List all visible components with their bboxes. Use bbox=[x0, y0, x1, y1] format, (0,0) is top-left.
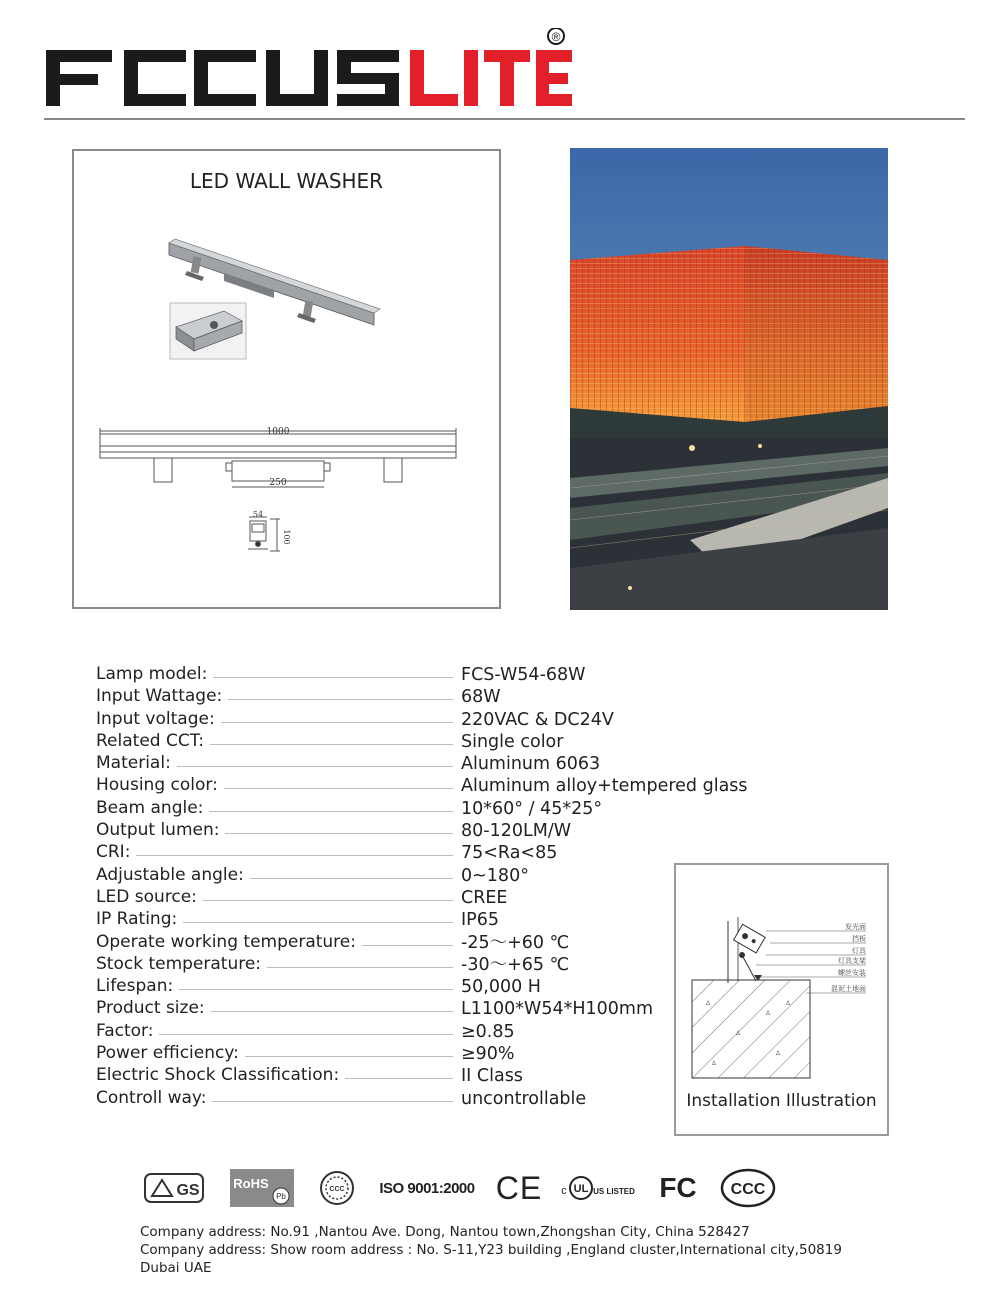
gs-logo bbox=[143, 1165, 205, 1211]
svg-text:CCC: CCC bbox=[329, 1186, 345, 1193]
svg-text:Δ: Δ bbox=[766, 1010, 771, 1017]
application-photo bbox=[570, 148, 888, 610]
note-screw: 螺丝安装 bbox=[838, 969, 866, 977]
company-address bbox=[140, 1223, 880, 1277]
svg-text:RoHS: RoHS bbox=[233, 1176, 269, 1191]
svg-text:Δ: Δ bbox=[712, 1060, 717, 1067]
spec-value: -25～+60 ℃ bbox=[461, 932, 570, 953]
end-view bbox=[248, 517, 280, 551]
spec-value: 10*60° / 45*25° bbox=[461, 798, 603, 819]
spec-label: Controll way: bbox=[96, 1087, 212, 1109]
note-bracket: 灯具支架 bbox=[838, 957, 866, 965]
spec-value: ≥0.85 bbox=[461, 1021, 515, 1042]
svg-text:c: c bbox=[561, 1185, 567, 1197]
lamp-end-detail bbox=[170, 303, 246, 359]
installation-panel bbox=[674, 863, 889, 1136]
spec-leader-line bbox=[96, 855, 453, 856]
product-drawing bbox=[74, 151, 499, 607]
svg-text:US LISTED: US LISTED bbox=[593, 1187, 635, 1196]
spec-row bbox=[96, 663, 796, 685]
installation-caption: Installation Illustration bbox=[686, 1091, 877, 1111]
spec-label: Operate working temperature: bbox=[96, 931, 362, 953]
spec-value: 0~180° bbox=[461, 865, 529, 886]
svg-text:GS: GS bbox=[176, 1182, 200, 1199]
certification-logos bbox=[143, 1165, 783, 1211]
spec-label: Stock temperature: bbox=[96, 953, 267, 975]
spec-value: -30～+65 ℃ bbox=[461, 954, 570, 975]
address-line-2: Company address: Show room address : No. S-11,Y23 building ,England cluster,International city,50819 Dubai UAE bbox=[140, 1242, 842, 1276]
spec-value: 68W bbox=[461, 687, 501, 708]
spec-label: LED source: bbox=[96, 886, 203, 908]
spec-value: 80-120LM/W bbox=[461, 821, 572, 842]
dim-height: 100 bbox=[282, 529, 291, 545]
spec-value: uncontrollable bbox=[461, 1088, 587, 1109]
spec-label: Input voltage: bbox=[96, 708, 221, 730]
dim-width: 54 bbox=[252, 510, 264, 519]
address-line-1: Company address: No.91 ,Nantou Ave. Dong, Nantou town,Zhongshan City, China 528427 bbox=[140, 1224, 750, 1240]
dim-length: 1000 bbox=[266, 427, 290, 437]
svg-text:Δ: Δ bbox=[776, 1050, 781, 1057]
spec-value: Single color bbox=[461, 731, 564, 752]
svg-text:CCC: CCC bbox=[730, 1181, 766, 1198]
spec-label: Input Wattage: bbox=[96, 685, 228, 707]
spec-value: 220VAC & DC24V bbox=[461, 709, 614, 730]
spec-value: Aluminum 6063 bbox=[461, 754, 601, 775]
spec-label: Related CCT: bbox=[96, 730, 210, 752]
note-baffle: 挡板 bbox=[852, 935, 866, 943]
note-lamp: 灯具 bbox=[852, 947, 866, 955]
spec-value: IP65 bbox=[461, 910, 499, 931]
ul-logo bbox=[559, 1165, 639, 1211]
spec-label: IP Rating: bbox=[96, 908, 183, 930]
spec-label: Adjustable angle: bbox=[96, 864, 250, 886]
spec-label: Beam angle: bbox=[96, 797, 209, 819]
spec-label: Lifespan: bbox=[96, 975, 179, 997]
spec-value: CREE bbox=[461, 887, 508, 908]
spec-label: Product size: bbox=[96, 997, 211, 1019]
spec-label: Housing color: bbox=[96, 774, 224, 796]
spec-label: CRI: bbox=[96, 841, 136, 863]
ce-logo: CE bbox=[495, 1169, 543, 1206]
note-emitting-surface: 发光面 bbox=[845, 923, 866, 931]
spec-value: L1100*W54*H100mm bbox=[461, 999, 654, 1020]
spec-label: Lamp model: bbox=[96, 663, 213, 685]
spec-label: Material: bbox=[96, 752, 177, 774]
product-drawing-panel bbox=[72, 149, 501, 609]
spec-label: Factor: bbox=[96, 1020, 159, 1042]
spec-value: Aluminum alloy+tempered glass bbox=[461, 776, 748, 797]
spec-row bbox=[96, 730, 796, 752]
ccc-seal-logo bbox=[317, 1165, 357, 1211]
ccc-logo bbox=[719, 1165, 777, 1211]
svg-text:UL: UL bbox=[573, 1183, 589, 1195]
svg-text:Pb: Pb bbox=[276, 1192, 286, 1201]
header-rule bbox=[44, 118, 965, 120]
spec-row bbox=[96, 797, 796, 819]
svg-text:Δ: Δ bbox=[706, 1000, 711, 1007]
spec-value: FCS-W54-68W bbox=[461, 665, 586, 685]
fc-logo: FC bbox=[659, 1172, 697, 1203]
spec-value: 75<Ra<85 bbox=[461, 843, 558, 864]
spec-label: Output lumen: bbox=[96, 819, 225, 841]
spec-row bbox=[96, 752, 796, 774]
installation-diagram bbox=[676, 865, 887, 1085]
iso-logo: ISO 9001:2000 bbox=[379, 1179, 475, 1197]
product-title: LED WALL WASHER bbox=[189, 169, 384, 193]
registered-mark: ® bbox=[551, 30, 561, 44]
spec-value: II Class bbox=[461, 1066, 523, 1087]
svg-text:Δ: Δ bbox=[736, 1030, 741, 1037]
svg-text:Δ: Δ bbox=[786, 1000, 791, 1007]
spec-value: 50,000 H bbox=[461, 977, 541, 998]
spec-row bbox=[96, 685, 796, 707]
spec-row bbox=[96, 841, 796, 863]
rohs-logo bbox=[228, 1165, 296, 1211]
spec-row bbox=[96, 708, 796, 730]
spec-label: Power efficiency: bbox=[96, 1042, 245, 1064]
brand-logo bbox=[44, 28, 574, 112]
spec-value: ≥90% bbox=[461, 1044, 515, 1065]
dim-bracket: 250 bbox=[269, 478, 287, 488]
spec-row bbox=[96, 819, 796, 841]
note-concrete: 混泥土地面 bbox=[831, 985, 866, 993]
spec-label: Electric Shock Classification: bbox=[96, 1064, 345, 1086]
spec-row bbox=[96, 774, 796, 796]
